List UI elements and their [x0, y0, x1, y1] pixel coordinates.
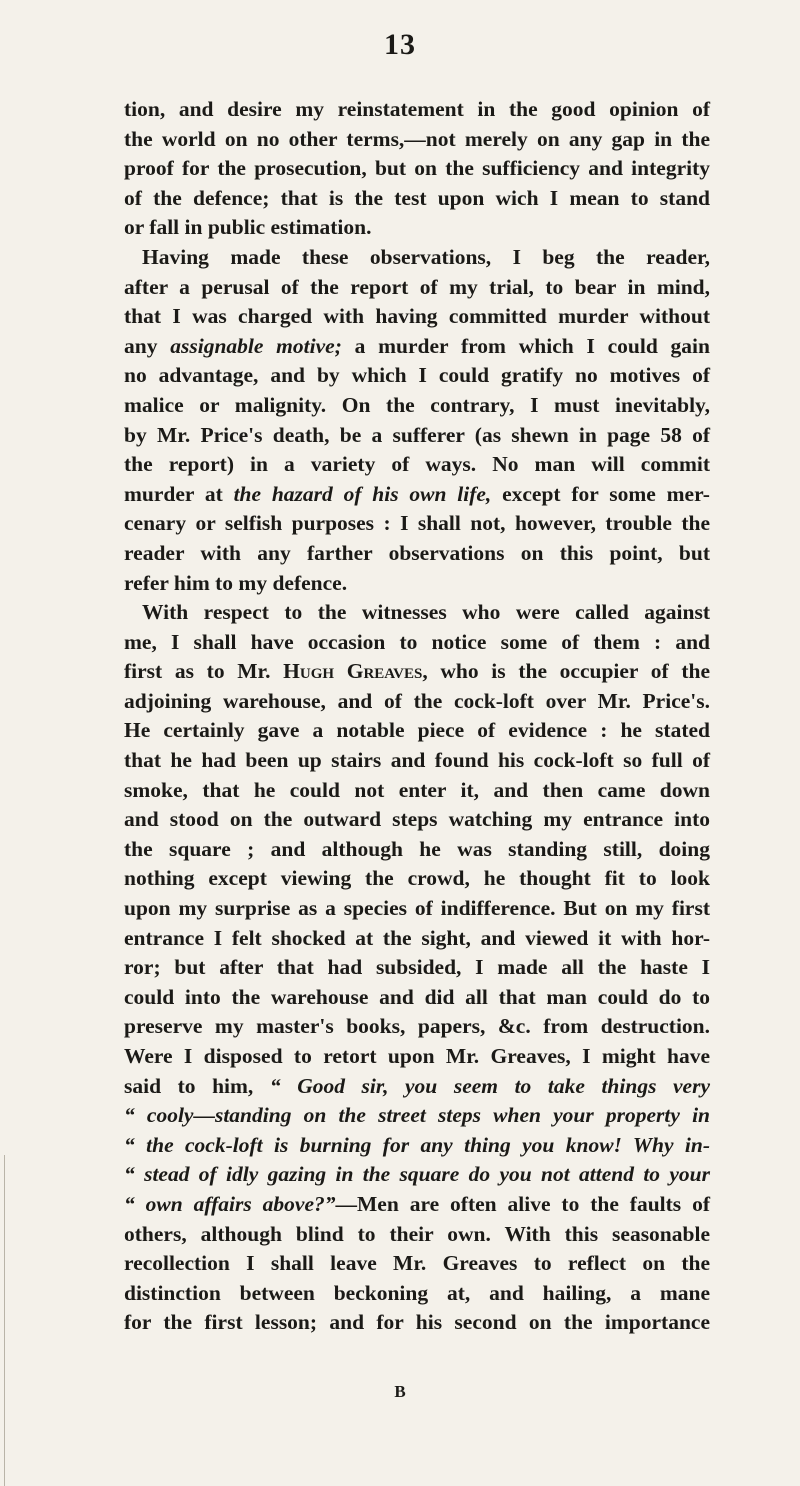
text-segment: nothing except viewing the crowd, he thought fit to look — [124, 866, 710, 891]
text-segment: for the first lesson; and for his second on the importance — [124, 1310, 710, 1335]
text-line — [124, 924, 710, 954]
text-segment: the square ; and although he was standing still, doing — [124, 836, 710, 861]
text-line — [124, 1072, 710, 1102]
text-segment: adjoining warehouse, and of the cock-loft over Mr. Price's. — [124, 688, 710, 713]
text-segment: , who is the occupier of the — [422, 659, 710, 684]
text-segment: the hazard of his own life, — [233, 481, 492, 506]
text-segment: tion, and desire my reinstatement in the good opinion of — [124, 97, 710, 121]
text-segment: said to him, — [124, 1073, 270, 1098]
text-line — [124, 154, 710, 184]
text-line — [124, 421, 710, 451]
text-segment: smoke, that he could not enter it, and then came down — [124, 777, 710, 802]
text-segment: “ Good sir, you seem to take things very — [269, 1073, 710, 1098]
text-segment: by Mr. Price's death, be a sufferer (as shewn in page 58 of — [124, 422, 710, 447]
text-line — [124, 1101, 710, 1131]
text-line — [124, 125, 710, 155]
text-line — [124, 1220, 710, 1250]
text-line — [124, 243, 710, 273]
text-segment: that I was charged with having committed murder without — [124, 304, 710, 329]
text-segment: proof for the prosecution, but on the sufficiency and integrity — [124, 156, 710, 181]
text-line — [124, 539, 710, 569]
text-segment: or fall in public estimation. — [124, 215, 372, 240]
text-segment: reader with any farther observations on this point, but — [124, 540, 710, 565]
text-segment: me, I shall have occasion to notice some of them : and — [124, 629, 710, 654]
text-segment: first as to Mr. — [124, 659, 284, 684]
text-segment: Hugh Greaves — [283, 659, 423, 684]
text-segment: recollection I shall leave Mr. Greaves to reflect on the — [124, 1251, 710, 1276]
text-segment: except for some mer- — [491, 481, 710, 506]
text-line — [124, 1160, 710, 1190]
text-line — [124, 450, 710, 480]
text-line — [124, 776, 710, 806]
text-segment: could into the warehouse and did all that man could do to — [124, 984, 710, 1009]
text-line — [124, 983, 710, 1013]
text-segment: —Men are often alive to the faults of — [335, 1191, 710, 1216]
text-line — [124, 1249, 710, 1279]
text-segment: entrance I felt shocked at the sight, and viewed it with hor- — [124, 925, 710, 950]
text-line — [124, 332, 710, 362]
text-line — [124, 864, 710, 894]
text-line — [124, 1190, 710, 1220]
text-segment: distinction between beckoning at, and hailing, a mane — [124, 1280, 710, 1305]
text-segment: others, although blind to their own. With this seasonable — [124, 1221, 710, 1246]
text-segment: “ the cock-loft is burning for any thing you know! Why in- — [124, 1132, 710, 1157]
text-segment: the report) in a variety of ways. No man will commit — [124, 452, 710, 477]
text-segment: and stood on the outward steps watching my entrance into — [124, 807, 710, 832]
text-line — [124, 657, 710, 687]
text-line — [124, 509, 710, 539]
text-line — [124, 953, 710, 983]
text-line — [124, 835, 710, 865]
text-line — [124, 1279, 710, 1309]
text-line — [124, 716, 710, 746]
text-line — [124, 569, 710, 599]
text-line — [124, 273, 710, 303]
text-segment: Having made these observations, I beg the reader, — [142, 244, 710, 269]
body-text — [124, 95, 710, 1338]
text-segment: He certainly gave a notable piece of evidence : he stated — [124, 718, 710, 743]
text-line — [124, 1042, 710, 1072]
text-segment: murder at — [124, 481, 234, 506]
text-line — [124, 687, 710, 717]
text-segment: after a perusal of the report of my trial, to bear in mind, — [124, 274, 710, 299]
text-segment: “ own affairs above?” — [124, 1191, 336, 1216]
text-segment: assignable motive; — [170, 333, 342, 358]
text-line — [124, 480, 710, 510]
text-segment: cenary or selfish purposes : I shall not, however, trouble the — [124, 511, 710, 536]
text-segment: malice or malignity. On the contrary, I must inevitably, — [124, 392, 710, 417]
text-segment: a murder from which I could gain — [341, 333, 710, 358]
text-line — [124, 1308, 710, 1338]
text-segment: “ cooly—standing on the street steps when your property in — [124, 1103, 710, 1128]
text-segment: the world on no other terms,—not merely on any gap in the — [124, 126, 710, 151]
text-segment: With respect to the witnesses who were called against — [142, 600, 710, 625]
text-segment: that he had been up stairs and found his cock-loft so full of — [124, 748, 710, 773]
text-line — [124, 302, 710, 332]
text-segment: Were I disposed to retort upon Mr. Greaves, I might have — [124, 1044, 710, 1068]
margin-edge — [4, 1155, 5, 1486]
text-segment: refer him to my defence. — [124, 570, 348, 595]
text-line — [124, 361, 710, 391]
text-line — [124, 1012, 710, 1042]
signature-mark: B — [394, 1382, 406, 1401]
text-segment: upon my surprise as a species of indifference. But on my first — [124, 896, 710, 921]
text-segment: no advantage, and by which I could gratify no motives of — [124, 363, 710, 388]
text-line — [124, 805, 710, 835]
text-segment: of the defence; that is the test upon wich I mean to stand — [124, 185, 710, 210]
text-line — [124, 1131, 710, 1161]
page-number: 13 — [384, 28, 416, 61]
text-line — [124, 746, 710, 776]
text-line — [124, 894, 710, 924]
text-line — [124, 95, 710, 125]
text-line — [124, 598, 710, 628]
text-segment: any — [124, 333, 171, 358]
text-line — [124, 213, 710, 243]
text-line — [124, 184, 710, 214]
text-segment: “ stead of idly gazing in the square do you not attend to your — [124, 1162, 710, 1187]
text-line — [124, 628, 710, 658]
text-line — [124, 391, 710, 421]
text-segment: preserve my master's books, papers, &c. from destruction. — [124, 1014, 710, 1039]
text-segment: ror; but after that had subsided, I made all the haste I — [124, 955, 710, 980]
